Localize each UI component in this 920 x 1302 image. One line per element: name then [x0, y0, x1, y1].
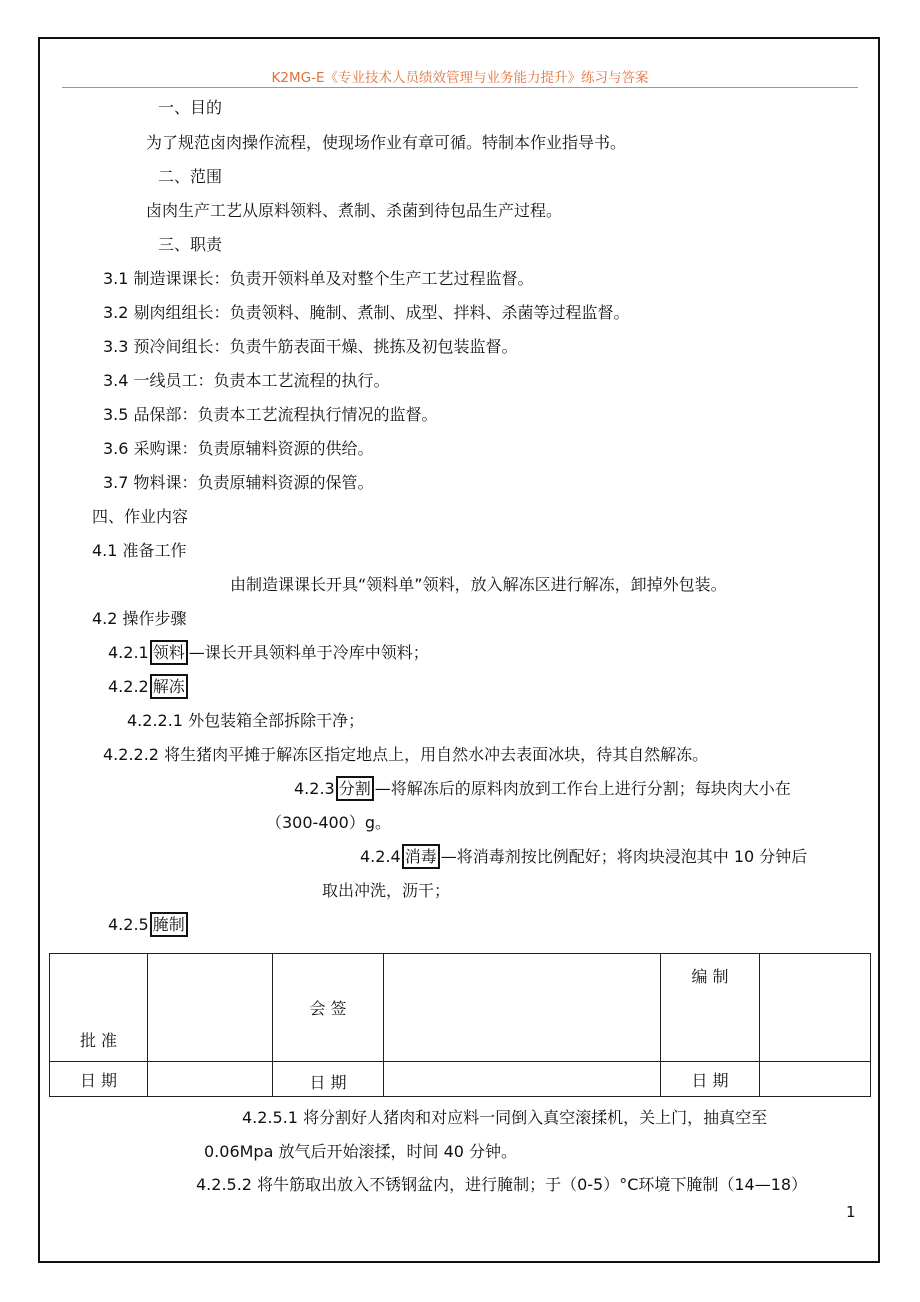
step-text: —将消毒剂按比例配好；将肉块浸泡其中 10 分钟后	[440, 847, 808, 866]
date-label-1: 日 期	[50, 1062, 148, 1097]
date-label-2: 日 期	[273, 1062, 384, 1097]
step-number: 4.2.2	[108, 677, 149, 696]
responsibility-3-1: 3.1 制造课课长：负责开领料单及对整个生产工艺过程监督。	[103, 269, 534, 288]
step-number: 4.2.3	[294, 779, 335, 798]
section-4-title: 四、作业内容	[92, 507, 189, 526]
step-keyword-box: 解冻	[150, 674, 188, 699]
section-1-text: 为了规范卤肉操作流程，使现场作业有章可循。特制本作业指导书。	[146, 133, 627, 152]
approve-cell	[148, 954, 273, 1062]
document-header: K2MG-E《专业技术人员绩效管理与业务能力提升》练习与答案	[271, 70, 649, 86]
compile-label: 编 制	[661, 954, 760, 1062]
step-text: —课长开具领料单于冷库中领料；	[188, 643, 429, 662]
section-2-text: 卤肉生产工艺从原料领料、煮制、杀菌到待包品生产过程。	[146, 201, 563, 220]
step-4-2-title: 4.2 操作步骤	[92, 609, 187, 628]
step-text: —将解冻后的原料肉放到工作台上进行分割；每块肉大小在	[374, 779, 791, 798]
step-4-2-3-cont: （300-400）g。	[266, 813, 392, 832]
responsibility-3-7: 3.7 物料课：负责原辅料资源的保管。	[103, 473, 374, 492]
step-keyword-box: 分割	[336, 776, 374, 801]
step-4-2-5-1-cont: 0.06Mpa 放气后开始滚揉，时间 40 分钟。	[204, 1142, 518, 1161]
responsibility-3-2: 3.2 剔肉组组长：负责领料、腌制、煮制、成型、拌料、杀菌等过程监督。	[103, 303, 630, 322]
responsibility-3-5: 3.5 品保部：负责本工艺流程执行情况的监督。	[103, 405, 438, 424]
responsibility-3-4: 3.4 一线员工：负责本工艺流程的执行。	[103, 371, 390, 390]
step-keyword-box: 腌制	[150, 912, 188, 937]
responsibility-3-6: 3.6 采购课：负责原辅料资源的供给。	[103, 439, 374, 458]
step-4-2-2-2: 4.2.2.2 将生猪肉平摊于解冻区指定地点上，用自然水冲去表面冰块，待其自然解冻。	[103, 745, 709, 764]
step-4-2-5-2: 4.2.5.2 将牛筋取出放入不锈钢盆内，进行腌制；于（0-5）°C环境下腌制（14—18）	[196, 1175, 808, 1194]
approve-label: 批 准	[50, 954, 148, 1062]
step-keyword-box: 领料	[150, 640, 188, 665]
countersign-label: 会 签	[273, 954, 384, 1062]
countersign-cell	[384, 954, 661, 1062]
step-number: 4.2.5	[108, 915, 149, 934]
date-cell-2	[384, 1062, 661, 1097]
step-4-2-2	[108, 677, 189, 697]
section-2-title: 二、范围	[158, 167, 223, 186]
section-1-title: 一、目的	[158, 98, 223, 117]
compile-cell	[760, 954, 871, 1062]
date-cell-3	[760, 1062, 871, 1097]
step-4-2-1	[108, 643, 429, 663]
step-4-2-5	[108, 915, 189, 935]
step-keyword-box: 消毒	[402, 844, 440, 869]
step-4-1-text: 由制造课课长开具“领料单”领料，放入解冻区进行解冻，卸掉外包装。	[230, 575, 727, 594]
step-number: 4.2.1	[108, 643, 149, 662]
section-3-title: 三、职责	[158, 235, 223, 254]
step-4-2-4	[360, 847, 807, 867]
header-rule	[62, 87, 858, 88]
step-number: 4.2.4	[360, 847, 401, 866]
step-4-2-5-1: 4.2.5.1 将分割好人猪肉和对应料一同倒入真空滚揉机，关上门，抽真空至	[242, 1108, 768, 1127]
date-label-3: 日 期	[661, 1062, 760, 1097]
responsibility-3-3: 3.3 预冷间组长：负责牛筋表面干燥、挑拣及初包装监督。	[103, 337, 518, 356]
signature-table	[49, 953, 871, 1097]
step-4-2-3	[294, 779, 791, 799]
step-4-2-2-1: 4.2.2.1 外包装箱全部拆除干净；	[127, 711, 365, 730]
step-4-1-title: 4.1 准备工作	[92, 541, 187, 560]
date-cell-1	[148, 1062, 273, 1097]
page-number: 1	[846, 1203, 856, 1221]
step-4-2-4-cont: 取出冲洗，沥干；	[322, 881, 451, 900]
